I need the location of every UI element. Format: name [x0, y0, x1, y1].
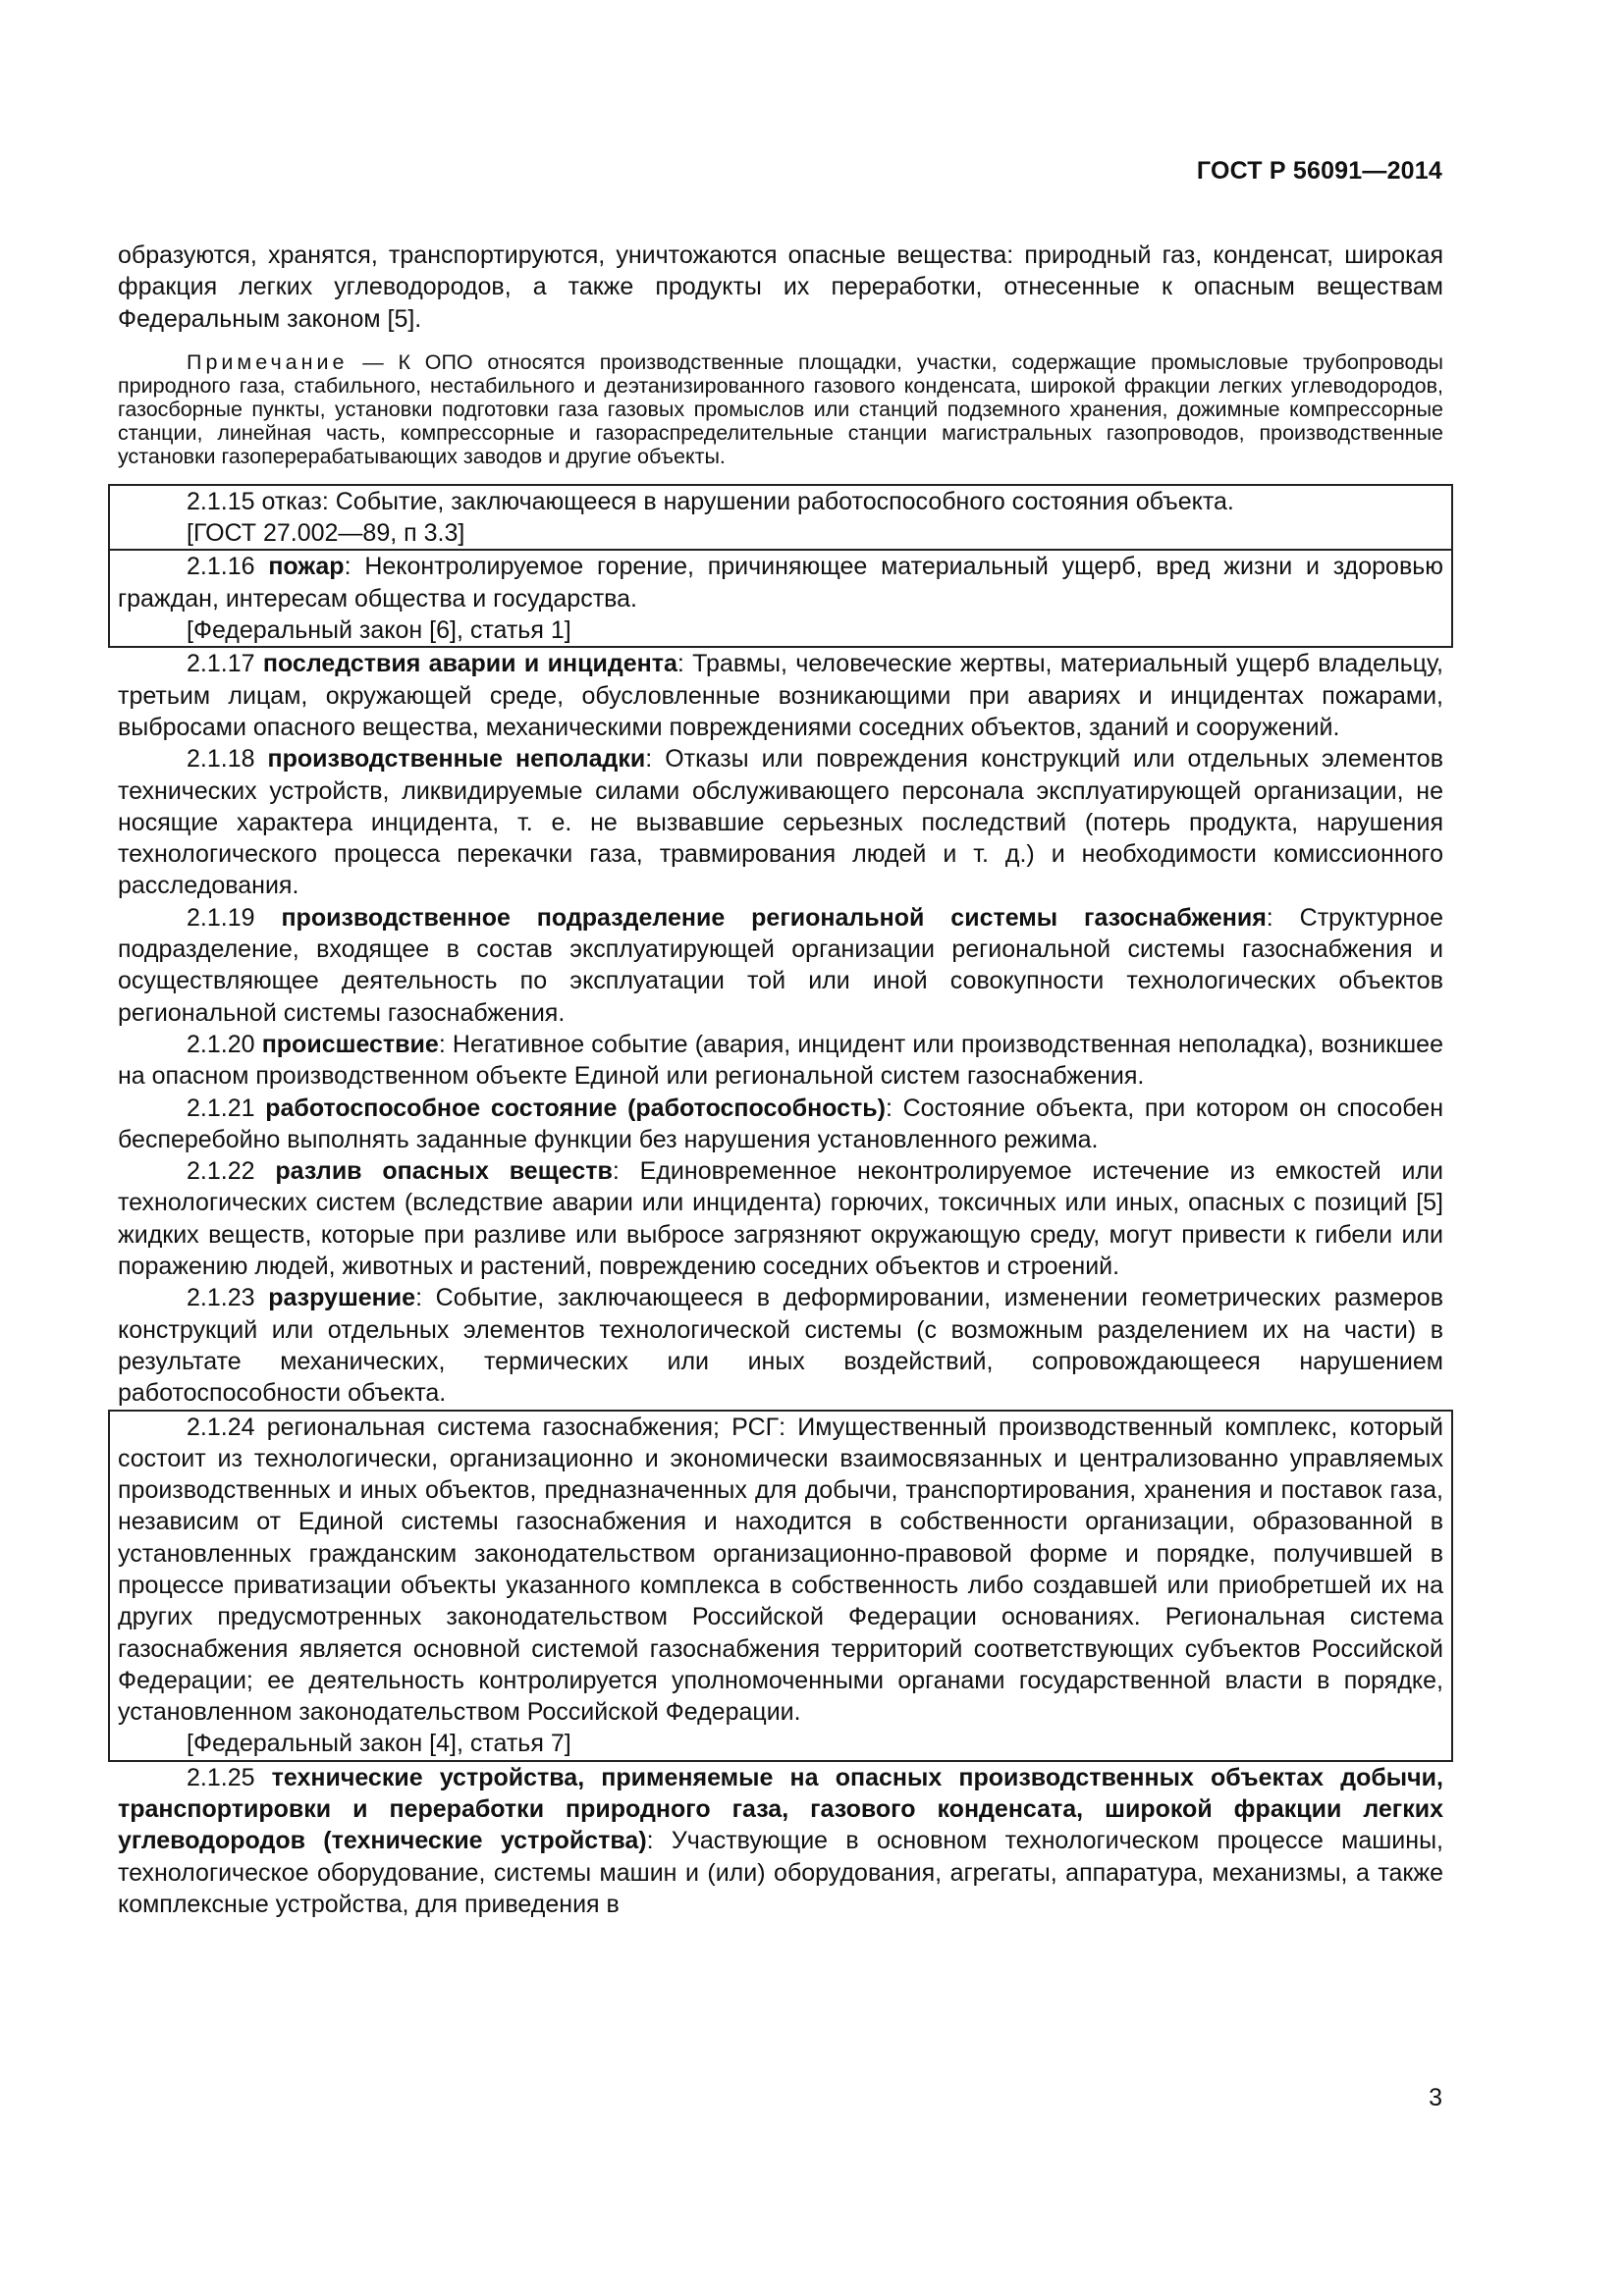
term-name: производственные неполадки	[267, 745, 646, 774]
term-definition: : Событие, заключающееся в нарушении работоспособного состояния объекта.	[321, 487, 1234, 515]
term-number: 2.1.20	[187, 1030, 255, 1058]
term-2-1-19	[118, 902, 1443, 1029]
intro-paragraph: образуются, хранятся, транспортируются, уничтожаются опасные вещества: природный газ, конденсат, широкая фракция легких углеводородов, а также продукты их переработки, отнесенные к опасным веществам Федеральным законом [5].	[118, 241, 1443, 333]
note-label: Примечание	[187, 349, 349, 374]
term-number: 2.1.18	[187, 745, 255, 774]
term-number: 2.1.23	[187, 1284, 255, 1312]
term-definition: : Неконтролируемое горение, причиняющее материальный ущерб, вред жизни и здоровью граждан, интересам общества и государства.	[118, 553, 1443, 613]
term-number: 2.1.24	[187, 1413, 255, 1441]
term-name: разрушение	[268, 1284, 416, 1312]
term-2-1-24	[118, 1412, 1443, 1729]
term-2-1-22	[118, 1155, 1443, 1282]
term-name: отказ	[261, 487, 322, 515]
term-2-1-21	[118, 1093, 1443, 1156]
term-number: 2.1.22	[187, 1157, 255, 1186]
term-name: региональная система газоснабжения; РСГ	[266, 1413, 780, 1441]
document-body	[118, 240, 1443, 1920]
term-2-1-20	[118, 1029, 1443, 1093]
term-definition: : Структурное подразделение, входящее в состав эксплуатирующей организации региональной системы газоснабжения и осуществляющее деятельность по эксплуатации той или иной совокупности технологических объектов региональной системы газоснабжения.	[118, 903, 1443, 1027]
term-2-1-18	[118, 743, 1443, 901]
term-number: 2.1.15	[187, 487, 255, 515]
term-number: 2.1.25	[187, 1763, 255, 1791]
term-name: технические устройства, применяемые на опасных производственных объектах добычи, транспортировки и переработки природного газа, газового конденсата, широкой фракции легких углеводородов (технические устройства)	[118, 1763, 1443, 1855]
term-source: [Федеральный закон [4], статья 7]	[187, 1730, 571, 1758]
term-name: производственное подразделение региональной системы газоснабжения	[281, 903, 1267, 932]
term-definition: : Состояние объекта, при котором он способен бесперебойно выполнять заданные функции без нарушения установленного режима.	[118, 1094, 1443, 1153]
page-number: 3	[1429, 2084, 1442, 2111]
term-2-1-16	[118, 551, 1443, 614]
term-box-2-1-24	[108, 1410, 1453, 1762]
term-number: 2.1.19	[187, 903, 255, 932]
term-definition: : Травмы, человеческие жертвы, материальный ущерб владельцу, третьим лицам, окружающей среде, обусловленные возникающими при авариях и инцидентах пожарами, выбросами опасного вещества, механическими повреждениями соседних объектов, зданий и сооружений.	[118, 650, 1443, 741]
term-name: пожар	[268, 553, 345, 581]
term-definition: : Негативное событие (авария, инцидент или производственная неполадка), возникшее на опасном производственном объекте Единой или региональной систем газоснабжения.	[118, 1030, 1443, 1091]
term-name: работоспособное состояние (работоспособность)	[265, 1094, 886, 1122]
term-2-1-25	[118, 1762, 1443, 1920]
term-definition: : Событие, заключающееся в деформировании, изменении геометрических размеров конструкций или отдельных элементов технологической системы (с возможным разделением их на части) в результате механических, термических или иных воздействий, сопровождающееся нарушением работоспособности объекта.	[118, 1284, 1443, 1408]
term-number: 2.1.21	[187, 1094, 255, 1122]
term-source: [Федеральный закон [6], статья 1]	[187, 616, 571, 645]
term-box-2-1-15-16	[108, 484, 1453, 648]
term-number: 2.1.16	[187, 553, 255, 581]
term-definition: : Единовременное неконтролируемое истечение из емкостей или технологических систем (вследствие аварии или инцидента) горючих, токсичных или иных, опасных с позиций [5] жидких веществ, которые при разливе или выбросе загрязняют окружающую среду, могут привести к гибели или поражению людей, животных и растений, повреждению соседних объектов и строений.	[118, 1157, 1444, 1281]
term-name: происшествие	[261, 1030, 439, 1058]
term-name: последствия аварии и инцидента	[262, 650, 677, 678]
note-text: — К ОПО относятся производственные площадки, участки, содержащие промысловые трубопроводы природного газа, стабильного, нестабильного и деэтанизированного газового конденсата, широкой фракции легких углеводородов, газосборные пункты, установки подготовки газа газовых промыслов или станций подземного хранения, дожимные компрессорные станции, линейная часть, компрессорные и газораспределительные станции магистральных газопроводов, производственные установки газоперерабатывающих заводов и другие объекты.	[118, 349, 1443, 468]
document-header: ГОСТ Р 56091—2014	[1196, 157, 1442, 185]
term-2-1-17	[118, 648, 1443, 743]
term-definition: : Участвующие в основном технологическом процессе машины, технологическое оборудование, системы машин и (или) оборудования, агрегаты, аппаратура, механизмы, а также комплексные устройства, для приведения в	[118, 1827, 1443, 1918]
term-definition: : Отказы или повреждения конструкций или отдельных элементов технических устройств, ликвидируемые силами обслуживающего персонала эксплуатирующей организации, не носящие характера инцидента, т. е. не вызвавшие серьезных последствий (потерь продукта, нарушения технологического процесса перекачки газа, травмирования людей и т. д.) и необходимости комиссионного расследования.	[118, 745, 1443, 900]
term-source: [ГОСТ 27.002—89, п 3.3]	[187, 519, 465, 548]
term-number: 2.1.17	[187, 650, 255, 678]
term-2-1-23	[118, 1282, 1443, 1409]
term-definition: : Имущественный производственный комплекс, который состоит из технологически, организационно и экономически взаимосвязанных и централизованно управляемых производственных и иных объектов, предназначенных для добычи, транспортирования, хранения и поставок газа, независим от Единой системы газоснабжения и находится в собственности организации, образованной в установленных гражданским законодательством организационно-правовой форме и порядке, получившей в процессе приватизации объекты указанного комплекса в собственность либо создавшей или приобретшей их на других предусмотренных законодательством Российской Федерации основаниях. Региональная система газоснабжения является основной системой газоснабжения территорий соответствующих субъектов Российской Федерации; ее деятельность контролируется уполномоченными органами государственной власти в порядке, установленном законодательством Российской Федерации.	[118, 1413, 1443, 1727]
term-2-1-15	[118, 486, 1443, 517]
term-name: разлив опасных веществ	[275, 1157, 613, 1186]
note-paragraph	[118, 350, 1443, 468]
